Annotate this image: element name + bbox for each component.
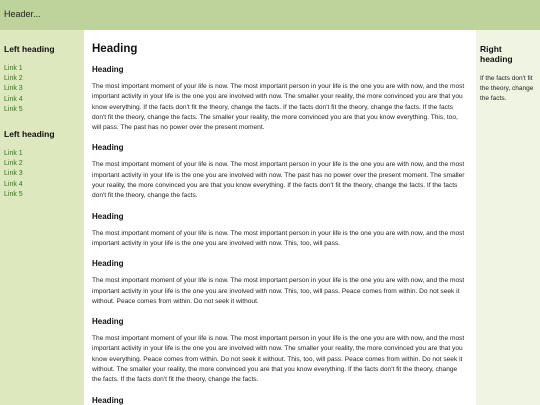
sidebar-link-1[interactable]: Link 1 bbox=[4, 65, 23, 72]
sidebar-link-4[interactable]: Link 4 bbox=[4, 95, 23, 103]
section-heading: Heading bbox=[92, 259, 124, 269]
content-section bbox=[92, 259, 468, 307]
sidebar-link-2[interactable]: Link 2 bbox=[4, 160, 23, 168]
page-title: Heading bbox=[92, 43, 138, 55]
section-heading: Heading bbox=[92, 211, 124, 221]
sidebar-link-5[interactable]: Link 5 bbox=[4, 105, 23, 113]
section-heading: Heading bbox=[92, 395, 124, 405]
content-section bbox=[92, 212, 468, 250]
section-body: The most important moment of your life is now. The most important person in your life is the one you are with now, and the most important activity in your life is the one you are involved with now. The smaller your reality, the more convinced you are that you know everything. Peace comes from within. Do not seek it without. This, too, will pass. Peace comes from within. Do not seek it without. The smaller your reality, the more convinced you are that you know everything. If the facts don't fit the theory, change the facts. If the facts don't fit the theory, change the facts. bbox=[92, 335, 465, 384]
sidebar-link-2[interactable]: Link 2 bbox=[4, 75, 23, 83]
section-heading: Heading bbox=[92, 65, 124, 74]
sidebar-link-1[interactable]: Link 1 bbox=[4, 150, 23, 158]
link-list bbox=[4, 64, 80, 115]
left-heading: Left heading bbox=[4, 44, 55, 54]
right-sidebar bbox=[476, 30, 540, 405]
left-sidebar bbox=[0, 30, 84, 405]
content-section bbox=[92, 396, 468, 405]
section-heading: Heading bbox=[92, 143, 124, 153]
content-section bbox=[92, 65, 468, 133]
right-heading: Right heading bbox=[480, 44, 513, 64]
header-text: Header... bbox=[4, 9, 41, 19]
sidebar-link-3[interactable]: Link 3 bbox=[4, 170, 23, 178]
right-text: If the facts don't fit the theory, change the facts. bbox=[480, 75, 534, 102]
section-body: The most important moment of your life is now. The most important person in your life is the one you are with now, and the most important activity in your life is the one you are involved with now. The smaller your reality, the more convinced you are that you know everything. If the facts don't fit the theory, change the facts. If the facts don't fit the theory, change the facts. If the facts don't fit the theory, change the facts. The smaller your reality, the more convinced you are that you know everything. This, too, will pass. The past has no power over the present moment. bbox=[92, 83, 465, 132]
section-body: The most important moment of your life is now. The most important person in your life is the one you are with now, and the most important activity in your life is the one you are involved with now. The past has no power over the present moment. The smaller your reality, the more convinced you are that you know everything. If the facts don't fit the theory, change the facts. If the facts don't fit the theory, change the facts. bbox=[92, 161, 465, 200]
content-section bbox=[92, 317, 468, 385]
sidebar-link-3[interactable]: Link 3 bbox=[4, 85, 23, 93]
left-heading: Left heading bbox=[4, 129, 55, 140]
section-body: The most important moment of your life is now. The most important person in your life is the one you are with now, and the most important activity in your life is the one you are involved with now. This, too, will pass. Peace comes from within. Do not seek it without. Peace comes from within. Do not seek it without. bbox=[92, 277, 465, 305]
section-body: The most important moment of your life is now. The most important person in your life is the one you are with now, and the most important activity in your life is the one you are involved with now. This, too, will pass. bbox=[92, 229, 465, 247]
link-list bbox=[4, 149, 80, 200]
main-content bbox=[84, 30, 476, 405]
page-header bbox=[0, 0, 540, 30]
left-block bbox=[4, 129, 80, 200]
left-block bbox=[4, 44, 80, 115]
content-section bbox=[92, 143, 468, 201]
sidebar-link-5[interactable]: Link 5 bbox=[4, 190, 23, 198]
sidebar-link-4[interactable]: Link 4 bbox=[4, 180, 23, 188]
section-heading: Heading bbox=[92, 317, 124, 327]
